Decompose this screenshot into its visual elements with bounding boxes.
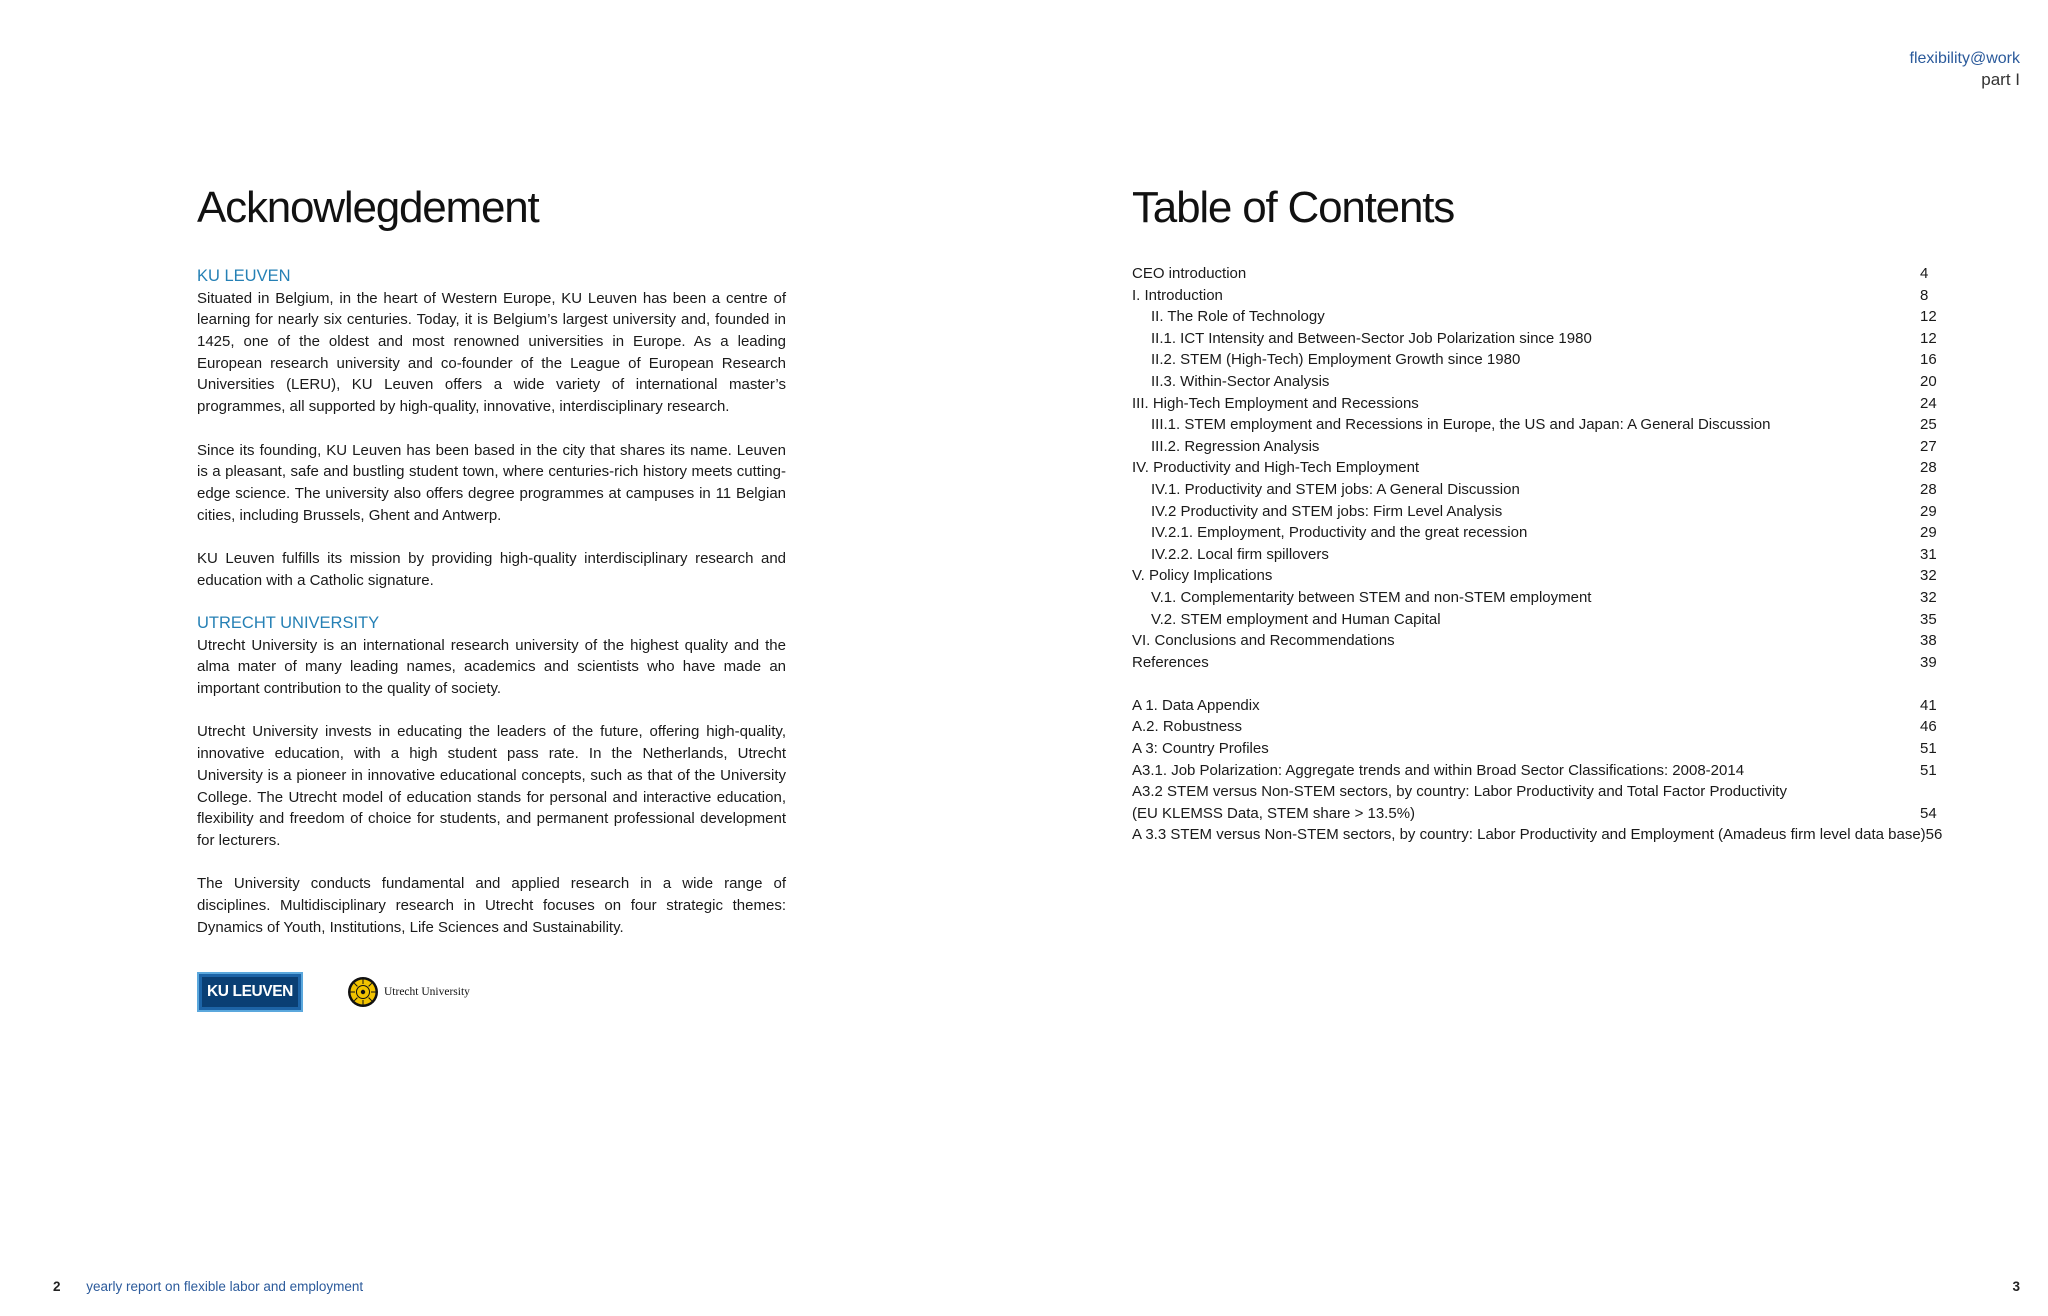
utrecht-logo-text: Utrecht University — [384, 986, 470, 998]
toc-entry-page: 56 — [1925, 826, 1943, 844]
toc-entry-title: References — [1132, 653, 1209, 671]
toc-entry-title: IV.2.2. Local firm spillovers — [1151, 545, 1329, 563]
toc-entry-page: 54 — [1920, 804, 1937, 822]
toc-title: Table of Contents — [1132, 183, 1455, 232]
uu-paragraph: Utrecht University is an international research university of the highest quality and the alma mater of many leading names, academics and scientists who have made an important contribution to the quality of society. — [197, 636, 786, 698]
toc-entry-title: III.1. STEM employment and Recessions in Europe, the US and Japan: A General Discussion — [1151, 416, 1771, 434]
toc-entry-title: A3.2 STEM versus Non-STEM sectors, by country: Labor Productivity and Total Factor Productivity — [1132, 783, 1787, 801]
toc-entry-page: 12 — [1920, 329, 1937, 347]
toc-entry-page: 29 — [1920, 502, 1937, 520]
toc-entry-page: 20 — [1920, 372, 1937, 390]
toc-entry[interactable] — [1132, 630, 1960, 652]
toc-entry-title: A.2. Robustness — [1132, 718, 1243, 736]
toc-entry[interactable] — [1132, 695, 1960, 717]
toc-entry-title: A 3: Country Profiles — [1132, 740, 1269, 758]
toc-entry[interactable] — [1132, 522, 1960, 544]
toc-entry[interactable] — [1132, 565, 1960, 587]
toc-entry[interactable] — [1132, 609, 1960, 631]
toc-entry-title: IV.2.1. Employment, Productivity and the great recession — [1151, 524, 1528, 542]
acknowledgement-title: Acknowlegdement — [197, 183, 539, 232]
toc-entry-page: 46 — [1920, 718, 1937, 736]
acknowledgement-section — [197, 178, 786, 960]
footer-left — [53, 1279, 363, 1294]
utrecht-heading: UTRECHT UNIVERSITY — [197, 614, 380, 633]
toc-entry[interactable] — [1132, 414, 1960, 436]
footer-publication-label: yearly report on flexible labor and employment — [86, 1279, 364, 1294]
toc-entry-page: 39 — [1920, 653, 1937, 671]
toc-entry-page: 28 — [1920, 480, 1937, 498]
toc-entry[interactable] — [1132, 479, 1960, 501]
toc-entry-title: A 3.3 STEM versus Non-STEM sectors, by country: Labor Productivity and Employment (Amadeus firm level data base) — [1132, 826, 1926, 844]
toc-entry[interactable] — [1132, 501, 1960, 523]
toc-entry[interactable] — [1132, 371, 1960, 393]
toc-entry-title: (EU KLEMSS Data, STEM share > 13.5%) — [1132, 804, 1416, 822]
toc-entry-title: VI. Conclusions and Recommendations — [1132, 632, 1395, 650]
toc-entry-title: IV. Productivity and High-Tech Employment — [1132, 459, 1420, 477]
toc-list — [1132, 263, 1960, 673]
toc-entry-page: 32 — [1920, 588, 1937, 606]
ku-paragraph: Since its founding, KU Leuven has been based in the city that shares its name. Leuven is a pleasant, safe and bustling student town, where centuries-rich history meets cutting-edge science. The university also offers degree programmes at campuses in 11 Belgian cities, including Brussels, Ghent and Antwerp. — [197, 441, 786, 524]
ku-leuven-logo-text: KU LEUVEN — [202, 977, 298, 1007]
page-number-left: 2 — [53, 1279, 61, 1294]
toc-entry-title: A3.1. Job Polarization: Aggregate trends and within Broad Sector Classifications: 2008-2014 — [1132, 761, 1745, 779]
toc-entry[interactable] — [1132, 652, 1960, 674]
toc-entry-page — [1920, 781, 1960, 803]
toc-entry-page: 4 — [1920, 265, 1929, 282]
running-header — [1910, 48, 2020, 90]
toc-entry[interactable] — [1132, 781, 1960, 803]
toc-entry-title: CEO introduction — [1132, 265, 1247, 282]
toc-entry[interactable] — [1132, 328, 1960, 350]
toc-entry-title: III. High-Tech Employment and Recessions — [1132, 394, 1419, 412]
utrecht-university-logo — [347, 976, 470, 1008]
partner-logos — [197, 972, 557, 1014]
uu-paragraph: The University conducts fundamental and applied research in a wide range of disciplines. Multidisciplinary research in Utrecht focuses on four strategic themes: Dynamics of Youth, Institutions, Life Sciences and Sustainability. — [197, 875, 786, 936]
toc-entry[interactable] — [1132, 587, 1960, 609]
toc-entry[interactable] — [1132, 285, 1960, 307]
toc-entry-page: 12 — [1920, 308, 1937, 326]
toc-entry-title: V. Policy Implications — [1132, 567, 1273, 585]
toc-entry-title: II.3. Within-Sector Analysis — [1151, 372, 1330, 390]
toc-entry-page: 27 — [1920, 437, 1937, 455]
toc-entry-page: 38 — [1920, 632, 1937, 650]
toc-entry[interactable] — [1132, 803, 1960, 825]
toc-entry[interactable] — [1132, 544, 1960, 566]
toc-entry[interactable] — [1132, 349, 1960, 371]
ku-paragraph: KU Leuven fulfills its mission by providing high-quality interdisciplinary research and education with a Catholic signature. — [197, 550, 786, 589]
toc-entry-title: III.2. Regression Analysis — [1151, 437, 1320, 455]
toc-entry[interactable] — [1132, 824, 1960, 846]
utrecht-seal-icon — [347, 976, 379, 1008]
toc-entry-title: V.2. STEM employment and Human Capital — [1151, 610, 1441, 628]
header-part: part I — [1981, 70, 2020, 89]
toc-entry-page: 8 — [1920, 286, 1929, 304]
toc-entry-title: II.1. ICT Intensity and Between-Sector Job Polarization since 1980 — [1151, 329, 1592, 347]
toc-entry-page: 35 — [1920, 610, 1937, 628]
toc-entry-title: IV.1. Productivity and STEM jobs: A General Discussion — [1151, 480, 1520, 498]
toc-entry[interactable] — [1132, 738, 1960, 760]
toc-entry-page: 25 — [1920, 416, 1937, 434]
toc-entry-page: 41 — [1920, 696, 1937, 714]
toc-entry-title: A 1. Data Appendix — [1132, 696, 1260, 714]
toc-entry-page: 51 — [1920, 761, 1937, 779]
uu-paragraph: Utrecht University invests in educating the leaders of the future, offering high-quality, innovative education, with a high student pass rate. In the Netherlands, Utrecht University is a pioneer in innovative educational concepts, such as that of the University College. The Utrecht model of education stands for personal and interactive education, flexibility and freedom of choice for students, and permanent professional development for lecturers. — [197, 723, 786, 849]
ku-paragraph: Situated in Belgium, in the heart of Western Europe, KU Leuven has been a centre of learning for nearly six centuries. Today, it is Belgium’s largest university and, founded in 1425, one of the oldest and most renowned universities in Europe. As a leading European research university and co-founder of the League of European Research Universities (LERU), KU Leuven offers a wide variety of international master’s programmes, all supported by high-quality, innovative, interdisciplinary research. — [197, 289, 786, 416]
toc-appendix-list — [1132, 695, 1960, 846]
toc-entry-title: IV.2 Productivity and STEM jobs: Firm Level Analysis — [1151, 502, 1503, 520]
toc-entry-title: II.2. STEM (High-Tech) Employment Growth since 1980 — [1151, 351, 1521, 369]
toc-entry-title: V.1. Complementarity between STEM and non-STEM employment — [1151, 588, 1592, 606]
toc-entry-page: 28 — [1920, 459, 1937, 477]
ku-leuven-logo — [197, 972, 303, 1012]
toc-entry-title: II. The Role of Technology — [1151, 308, 1325, 326]
toc-entry-title: I. Introduction — [1132, 286, 1223, 304]
toc-entry[interactable] — [1132, 760, 1960, 782]
toc-section — [1132, 178, 1960, 849]
toc-entry-page: 31 — [1920, 545, 1937, 563]
header-brand: flexibility@work — [1909, 50, 2020, 67]
toc-entry[interactable] — [1132, 263, 1960, 285]
toc-entry[interactable] — [1132, 436, 1960, 458]
toc-entry-page: 16 — [1920, 351, 1937, 369]
toc-entry-page: 32 — [1920, 567, 1937, 585]
page-number-right: 3 — [2012, 1279, 2020, 1294]
toc-entry[interactable] — [1132, 716, 1960, 738]
ku-leuven-heading: KU LEUVEN — [197, 267, 291, 285]
toc-entry-page: 24 — [1920, 394, 1937, 412]
toc-entry-page: 51 — [1920, 740, 1937, 758]
toc-entry-page: 29 — [1920, 524, 1937, 542]
toc-entry[interactable] — [1132, 457, 1960, 479]
toc-entry[interactable] — [1132, 306, 1960, 328]
toc-entry[interactable] — [1132, 393, 1960, 415]
